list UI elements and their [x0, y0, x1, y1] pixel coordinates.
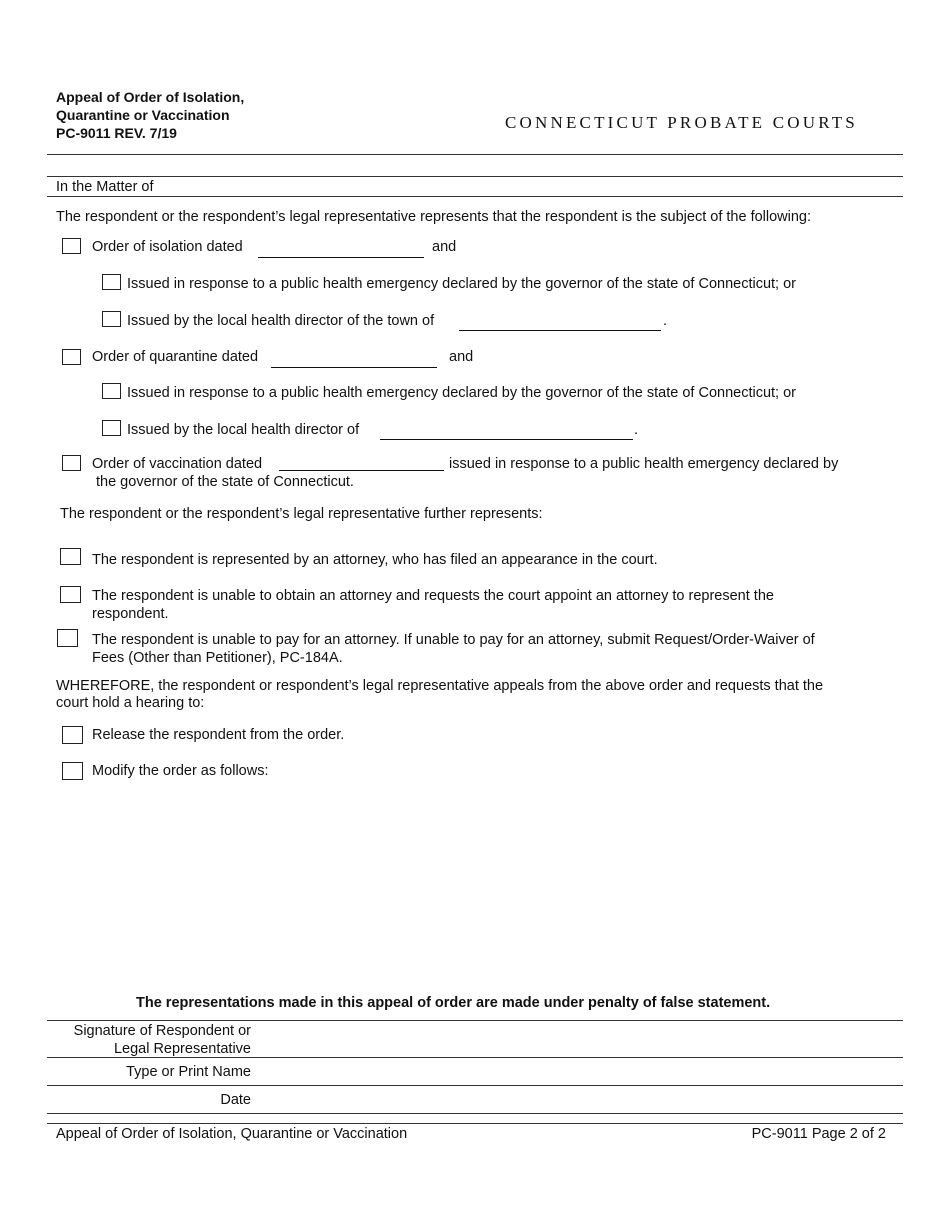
isolation-local-checkbox[interactable]: [102, 311, 121, 327]
modify-checkbox[interactable]: [62, 762, 83, 780]
request-attorney-line1: The respondent is unable to obtain an attorney and requests the court appoint an attorney to represent the: [92, 588, 774, 604]
intro-text: The respondent or the respondent’s legal representative represents that the respondent is the subject of the following:: [56, 209, 812, 225]
wherefore-line1: WHEREFORE, the respondent or respondent’s legal representative appeals from the above order and requests that the: [56, 678, 824, 694]
vaccination-checkbox[interactable]: [62, 455, 81, 471]
unable-pay-line2: Fees (Other than Petitioner), PC-184A.: [92, 650, 343, 666]
isolation-town-field[interactable]: [459, 330, 661, 331]
quarantine-period: .: [634, 422, 639, 438]
isolation-emergency-checkbox[interactable]: [102, 274, 121, 290]
isolation-and: and: [432, 239, 457, 255]
isolation-date-field[interactable]: [258, 257, 424, 258]
isolation-emergency-label: Issued in response to a public health emergency declared by the governor of the state of Connecticut; or: [127, 276, 797, 292]
vaccination-date-field[interactable]: [279, 470, 444, 471]
quarantine-date-field[interactable]: [271, 367, 437, 368]
court-name: CONNECTICUT PROBATE COURTS: [505, 113, 858, 132]
form-title: [56, 88, 244, 142]
request-attorney-checkbox[interactable]: [60, 586, 81, 603]
form-number: PC-9011 REV. 7/19: [56, 125, 177, 141]
unable-pay-checkbox[interactable]: [57, 629, 78, 647]
wherefore-line2: court hold a hearing to:: [56, 695, 205, 711]
print-name-field[interactable]: [260, 1058, 900, 1084]
vaccination-suffix: issued in response to a public health emergency declared by: [449, 456, 839, 472]
matter-label: In the Matter of: [56, 179, 154, 195]
quarantine-label: Order of quarantine dated: [92, 349, 259, 365]
isolation-period: .: [663, 313, 668, 329]
penalty-statement: The representations made in this appeal of order are made under penalty of false statement.: [136, 995, 771, 1011]
isolation-label: Order of isolation dated: [92, 239, 243, 255]
modify-label: Modify the order as follows:: [92, 763, 269, 779]
quarantine-and: and: [449, 349, 474, 365]
signature-label-line2: Legal Representative: [113, 1041, 251, 1057]
date-rule: [47, 1113, 903, 1114]
matter-bottom-rule: [47, 196, 903, 197]
modify-text-area[interactable]: [92, 785, 892, 975]
matter-top-rule: [47, 176, 903, 177]
footer-rule: [47, 1123, 903, 1124]
isolation-local-label: Issued by the local health director of the town of: [127, 313, 435, 329]
unable-pay-line1: The respondent is unable to pay for an attorney. If unable to pay for an attorney, submit Request/Order-Waiver of: [92, 632, 815, 648]
quarantine-checkbox[interactable]: [62, 349, 81, 365]
vaccination-label: Order of vaccination dated: [92, 456, 263, 472]
quarantine-emergency-label: Issued in response to a public health emergency declared by the governor of the state of Connecticut; or: [127, 385, 797, 401]
further-intro: The respondent or the respondent’s legal representative further represents:: [60, 506, 543, 522]
isolation-checkbox[interactable]: [62, 238, 81, 254]
print-name-label: Type or Print Name: [126, 1064, 251, 1080]
signature-label-line1: Signature of Respondent or: [73, 1023, 251, 1039]
request-attorney-line2: respondent.: [92, 606, 169, 622]
footer-left: Appeal of Order of Isolation, Quarantine or Vaccination: [56, 1126, 408, 1142]
quarantine-director-field[interactable]: [380, 439, 633, 440]
form-title-line2: Quarantine or Vaccination: [56, 107, 230, 123]
attorney-filed-checkbox[interactable]: [60, 548, 81, 565]
attorney-filed-label: The respondent is represented by an attorney, who has filed an appearance in the court.: [92, 552, 658, 568]
signature-field[interactable]: [260, 1021, 900, 1056]
quarantine-local-checkbox[interactable]: [102, 420, 121, 436]
footer-right: PC-9011 Page 2 of 2: [751, 1126, 886, 1142]
date-field[interactable]: [260, 1086, 900, 1112]
header-divider: [47, 154, 903, 155]
vaccination-line2: the governor of the state of Connecticut.: [96, 474, 354, 490]
form-title-line1: Appeal of Order of Isolation,: [56, 89, 245, 105]
quarantine-emergency-checkbox[interactable]: [102, 383, 121, 399]
release-checkbox[interactable]: [62, 726, 83, 744]
date-label: Date: [220, 1092, 251, 1108]
quarantine-local-label: Issued by the local health director of: [127, 422, 360, 438]
release-label: Release the respondent from the order.: [92, 727, 345, 743]
